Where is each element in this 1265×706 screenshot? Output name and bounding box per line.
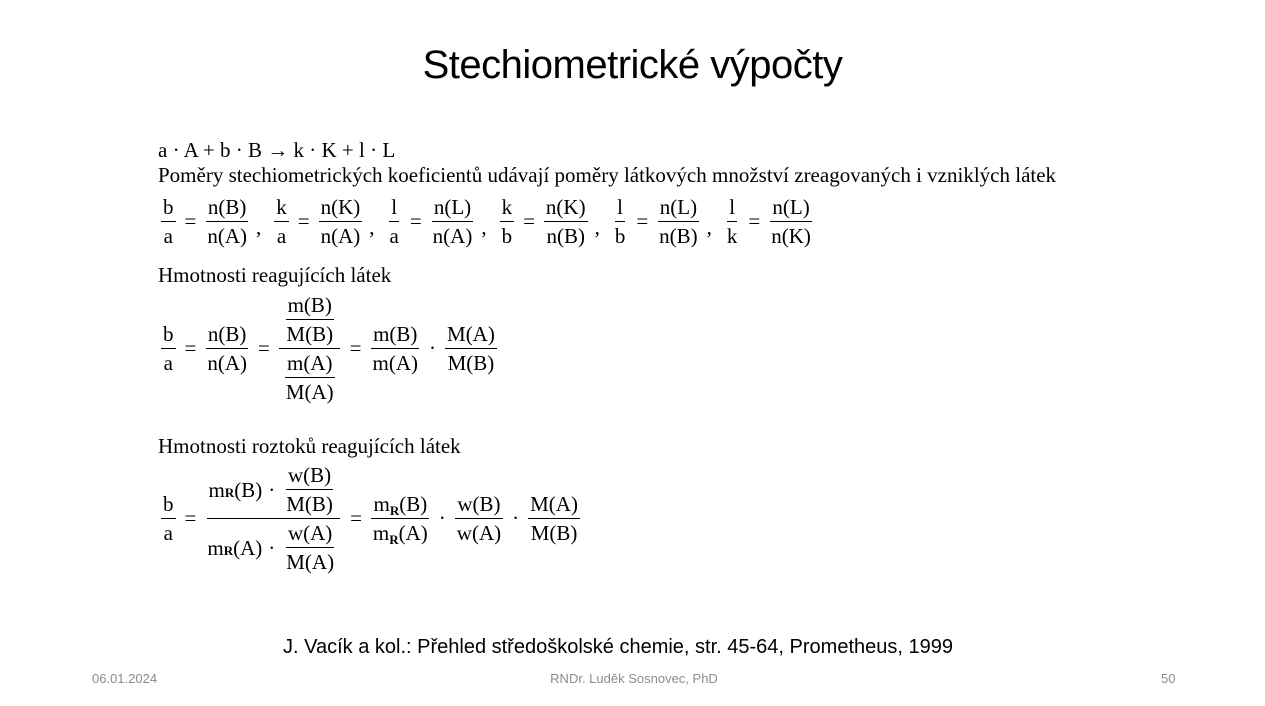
footer-page-number: 50 bbox=[1161, 671, 1176, 686]
mass-formula: $\frac{b}{a}$ = $\frac{n(B)}{n(A)}$ = $\frac{\frac{m(B)}{M(B)}}{\frac{m(A)}{M(A)}}$ = $\frac{m(B)}{m(A)}$ · $\frac{M(A)}{M(B)}$ bbox=[163, 293, 495, 405]
comma-separator: , bbox=[369, 215, 375, 240]
slide-title: Stechiometrické výpočty bbox=[422, 43, 843, 87]
coef-fraction: $\frac{l}{k}$ bbox=[726, 195, 738, 249]
footer-date: 06.01.2024 bbox=[92, 671, 158, 686]
footer-author: RNDr. Luděk Sosnovec, PhD bbox=[550, 671, 718, 686]
coef-fraction: $\frac{l}{b}$ bbox=[614, 195, 626, 249]
amount-fraction: $\frac{n(K)}{n(B)}$ bbox=[545, 195, 586, 249]
molar-fraction: $\frac{M(A)}{M(B)}$ bbox=[447, 322, 495, 376]
solution-mass-fraction: $\frac{mR(B)}{mR(A)}$ bbox=[372, 492, 428, 548]
coef-fraction: $\frac{l}{a}$ bbox=[389, 195, 399, 249]
molar-fraction: $\frac{M(A)}{M(B)}$ bbox=[530, 492, 578, 546]
comma-separator: , bbox=[481, 215, 487, 240]
coef-fraction: $\frac{b}{a}$ bbox=[163, 492, 174, 546]
coef-fraction: $\frac{b}{a}$ bbox=[163, 322, 174, 376]
mass-fraction-ratio: $\frac{w(B)}{w(A)}$ bbox=[456, 492, 502, 546]
reference-citation: J. Vacík a kol.: Přehled středoškolské chemie, str. 45-64, Prometheus, 1999 bbox=[283, 636, 953, 658]
amount-fraction: $\frac{n(L)}{n(A)}$ bbox=[432, 195, 473, 249]
amount-fraction: $\frac{n(K)}{n(A)}$ bbox=[320, 195, 361, 249]
reaction-equation: a · A + b · B → k · K + l · L bbox=[158, 138, 396, 162]
coef-fraction: $\frac{b}{a}$ bbox=[163, 195, 174, 249]
mass-heading: Hmotnosti reagujících látek bbox=[158, 263, 392, 287]
comma-separator: , bbox=[706, 215, 712, 240]
compound-fraction: $\frac{\frac{m(B)}{M(B)}}{\frac{m(A)}{M(A)}}$ bbox=[279, 293, 341, 405]
mass-fraction: $\frac{m(B)}{m(A)}$ bbox=[372, 322, 419, 376]
coef-fraction: $\frac{k}{b}$ bbox=[501, 195, 513, 249]
amount-fraction: $\frac{n(B)}{n(A)}$ bbox=[207, 322, 247, 376]
amount-fraction: $\frac{n(L)}{n(K)}$ bbox=[771, 195, 811, 249]
solution-mass-formula: $\frac{b}{a}$ = m R (B) · $\frac{w(B)}{M(B)}$ m R (A) · $\frac{w(A)}{M(A)}$ = $\frac{mR(B)}{mR(A)}$ · $\frac{w(B)}{w(A)}$ · $\frac{M(A)}{M(B)}$ bbox=[163, 463, 578, 575]
solution-mass-heading: Hmotnosti roztoků reagujících látek bbox=[158, 434, 461, 458]
amount-fraction: $\frac{n(L)}{n(B)}$ bbox=[659, 195, 698, 249]
ratio-row: $\frac{b}{a}$ = $\frac{n(B)}{n(A)}$ , $\frac{k}{a}$ = $\frac{n(K)}{n(A)}$ , $\frac{l}{a}$ = $\frac{n(L)}{n(A)}$ , $\frac{k}{b}$ = $\frac{n(K)}{n(B)}$ , $\frac{l}{b}$ = $\frac{n(L)}{n(B)}$ , $\frac{l}{k}$ = $\frac{n(L)}{n(K)}$ bbox=[163, 195, 811, 249]
comma-separator: , bbox=[256, 215, 262, 240]
compound-solution-fraction: m R (B) · $\frac{w(B)}{M(B)}$ m R (A) · $\frac{w(A)}{M(A)}$ bbox=[205, 463, 341, 575]
amount-fraction: $\frac{n(B)}{n(A)}$ bbox=[207, 195, 247, 249]
coef-fraction: $\frac{k}{a}$ bbox=[276, 195, 287, 249]
intro-text: Poměry stechiometrických koeficientů udávají poměry látkových množství zreagovaných i vzniklých látek bbox=[158, 163, 1057, 187]
comma-separator: , bbox=[594, 215, 600, 240]
